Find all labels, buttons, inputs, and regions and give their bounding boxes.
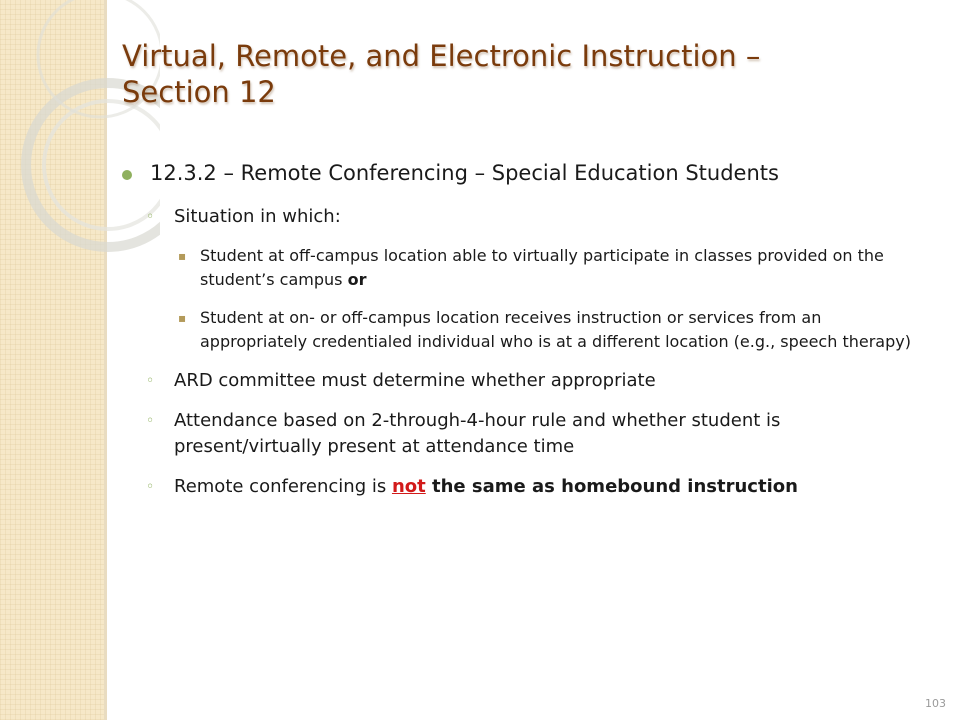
slide-content xyxy=(122,158,932,514)
title-line-2: Section 12 xyxy=(122,75,276,109)
bullet-remote xyxy=(122,474,932,500)
remote-not-emphasis: not xyxy=(391,476,426,497)
open-circle-bullet-icon: ◦ xyxy=(146,413,155,429)
situation-label: Situation in which: xyxy=(174,206,341,227)
main-heading: 12.3.2 – Remote Conferencing – Special Education Students xyxy=(150,161,779,185)
filled-circle-bullet-icon xyxy=(122,170,132,180)
remote-suffix: the same as homebound instruction xyxy=(425,476,798,497)
sub-bullet-off-campus xyxy=(122,244,932,292)
open-circle-bullet-icon: ◦ xyxy=(146,209,155,225)
bullet-ard xyxy=(122,368,932,394)
bullet-situation xyxy=(122,204,932,230)
remote-prefix: Remote conferencing is xyxy=(174,476,392,497)
main-bullet xyxy=(122,158,932,188)
sub-bullet-1-or: or xyxy=(347,270,367,289)
sub-bullet-2-text: Student at on- or off-campus location receives instruction or services from an appropriately credentialed individual who is at a different location (e.g., speech therapy) xyxy=(200,308,911,351)
sub-bullet-1-text: Student at off-campus location able to virtually participate in classes provided on the student’s campus xyxy=(200,246,884,289)
page-number: 103 xyxy=(925,697,946,710)
small-square-bullet-icon: ▪ xyxy=(178,249,187,263)
title-line-1: Virtual, Remote, and Electronic Instruction – xyxy=(122,39,761,73)
sub-bullet-on-campus xyxy=(122,306,932,354)
ard-text: ARD committee must determine whether appropriate xyxy=(174,370,656,391)
small-square-bullet-icon: ▪ xyxy=(178,311,187,325)
attendance-text: Attendance based on 2-through-4-hour rule and whether student is present/virtually present at attendance time xyxy=(174,410,781,457)
bullet-attendance xyxy=(122,408,932,460)
open-circle-bullet-icon: ◦ xyxy=(146,479,155,495)
open-circle-bullet-icon: ◦ xyxy=(146,373,155,389)
slide-title xyxy=(122,38,922,110)
